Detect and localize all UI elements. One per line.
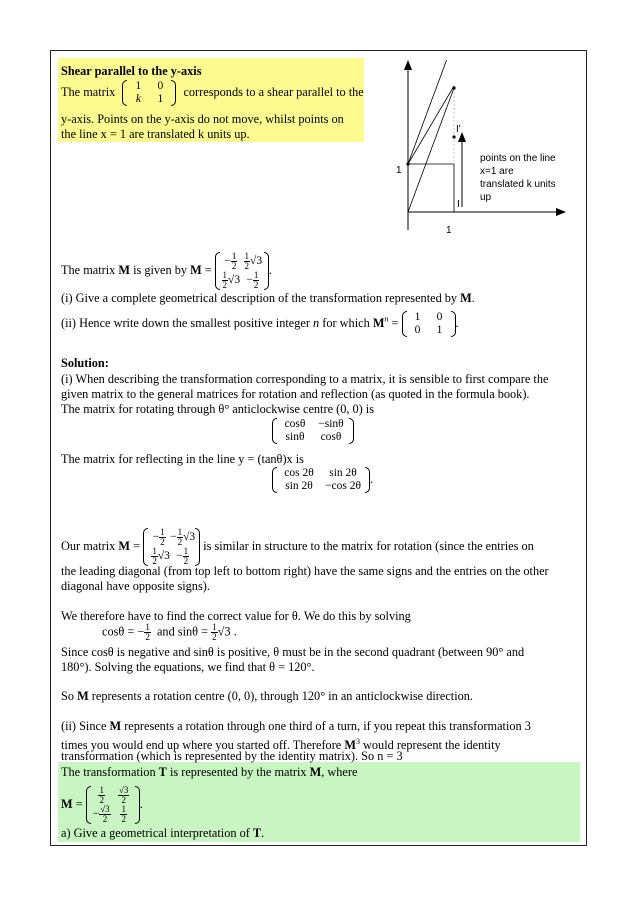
label-I: I <box>457 199 460 210</box>
sheared-line-1 <box>408 88 454 212</box>
solution-p8: Since cosθ is negative and sinθ is positive, θ must be in the second quadrant (between 90° and <box>61 645 525 659</box>
shear-title: Shear parallel to the y-axis <box>61 64 202 78</box>
annotation-line-1: points on the line <box>480 153 556 164</box>
solution-our-matrix: Our matrix M = − $\frac{1}{2}$ − $\frac{1}{2}$ √3 $\frac{1}{2}$ √3 − $\frac{1}{2}$ is similar in structure to the matrix for rotation (since the entries on <box>61 527 534 566</box>
sheared-line-3 <box>408 86 454 164</box>
shear-line3: the line x = 1 are translated k units up. <box>61 127 250 141</box>
y-axis-arrow <box>404 60 412 70</box>
solution-p6: diagonal have opposite signs). <box>61 579 210 593</box>
annotation-line-4: up <box>480 192 492 203</box>
label-one-x: 1 <box>446 225 452 236</box>
shear-graph <box>380 60 585 240</box>
unit-square <box>408 164 454 212</box>
solution-p12: times you would end up where you started off. Therefore $M^3$ would represent the identity <box>61 737 501 753</box>
solution-p10: So M represents a rotation centre (0, 0), through 120° in an anticlockwise direction. <box>61 689 473 703</box>
solution-p7: We therefore have to find the correct value for θ. We do this by solving <box>61 609 411 623</box>
solution-p13: transformation (which is represented by the identity matrix). So n = 3 <box>61 749 403 763</box>
sheared-line-2 <box>408 60 454 164</box>
exercise-line1: The transformation T is represented by the matrix M, where <box>61 765 358 779</box>
question-given: The matrix M is given by M = − $\frac{1}{2}$ $\frac{1}{2}$ √3 $\frac{1}{2}$ √3 − $\frac{1}{2}$ . <box>61 251 272 290</box>
matrix-M: − $\frac{1}{2}$ $\frac{1}{2}$ √3 $\frac{1}{2}$ √3 − $\frac{1}{2}$ <box>215 252 269 290</box>
x-axis-arrow <box>556 208 566 216</box>
shear-line1: The matrix 1 0 k 1 corresponds to a shear parallel to the <box>61 80 364 105</box>
reflection-matrix: cos 2θ sin 2θ sin 2θ −cos 2θ . <box>272 467 373 493</box>
point-y1 <box>406 162 409 165</box>
matrix-M-solution: − $\frac{1}{2}$ − $\frac{1}{2}$ √3 $\frac{1}{2}$ √3 − $\frac{1}{2}$ <box>143 528 200 566</box>
solution-p2: given matrix to the general matrices for rotation and reflection (as quoted in the formula book). <box>61 387 530 401</box>
rotation-matrix: cosθ −sinθ sinθ cosθ <box>272 418 354 444</box>
solution-p3: The matrix for rotating through θ° anticlockwise centre (0, 0) is <box>61 402 375 416</box>
shear-matrix: 1 0 k 1 <box>122 80 176 106</box>
shear-line2: y-axis. Points on the y-axis do not move, whilst points on <box>61 112 344 126</box>
identity-matrix: 1 0 0 1 <box>402 311 456 337</box>
annotation-line-3: translated k units <box>480 179 556 190</box>
question-part-i: (i) Give a complete geometrical description of the transformation represented by M. <box>61 291 475 305</box>
exercise-part-a: a) Give a geometrical interpretation of T. <box>61 826 265 840</box>
point-mid <box>452 135 455 138</box>
matrix-M-exercise: $\frac{1}{2}$ $\frac{√3}{2}$ − $\frac{√3}{2}$ $\frac{1}{2}$ <box>86 786 140 824</box>
solution-heading: Solution: <box>61 356 109 370</box>
solution-p4: The matrix for reflecting in the line y = (tanθ)x is <box>61 452 304 466</box>
solution-equations: cosθ = − $\frac{1}{2}$ and sinθ = $\frac{1}{2}$ √3 . <box>102 622 237 642</box>
point-I-prime <box>452 86 455 89</box>
label-I-prime: I' <box>456 124 461 135</box>
question-part-ii: (ii) Hence write down the smallest positive integer n for which $M^n$ = 1 0 0 1 . <box>61 311 459 336</box>
solution-p5: the leading diagonal (from top left to bottom right) have the same signs and the entries on the other <box>61 564 549 578</box>
solution-p11: (ii) Since M represents a rotation through one third of a turn, if you repeat this transformation 3 <box>61 719 531 733</box>
label-one-y: 1 <box>396 165 402 176</box>
solution-p1: (i) When describing the transformation corresponding to a matrix, it is sensible to first compare the <box>61 372 549 386</box>
solution-p9: 180°). Solving the equations, we find that θ = 120°. <box>61 660 315 674</box>
annotation-line-2: x=1 are <box>480 166 514 177</box>
exercise-matrix: M = $\frac{1}{2}$ $\frac{√3}{2}$ − $\frac{√3}{2}$ $\frac{1}{2}$ . <box>61 785 143 824</box>
